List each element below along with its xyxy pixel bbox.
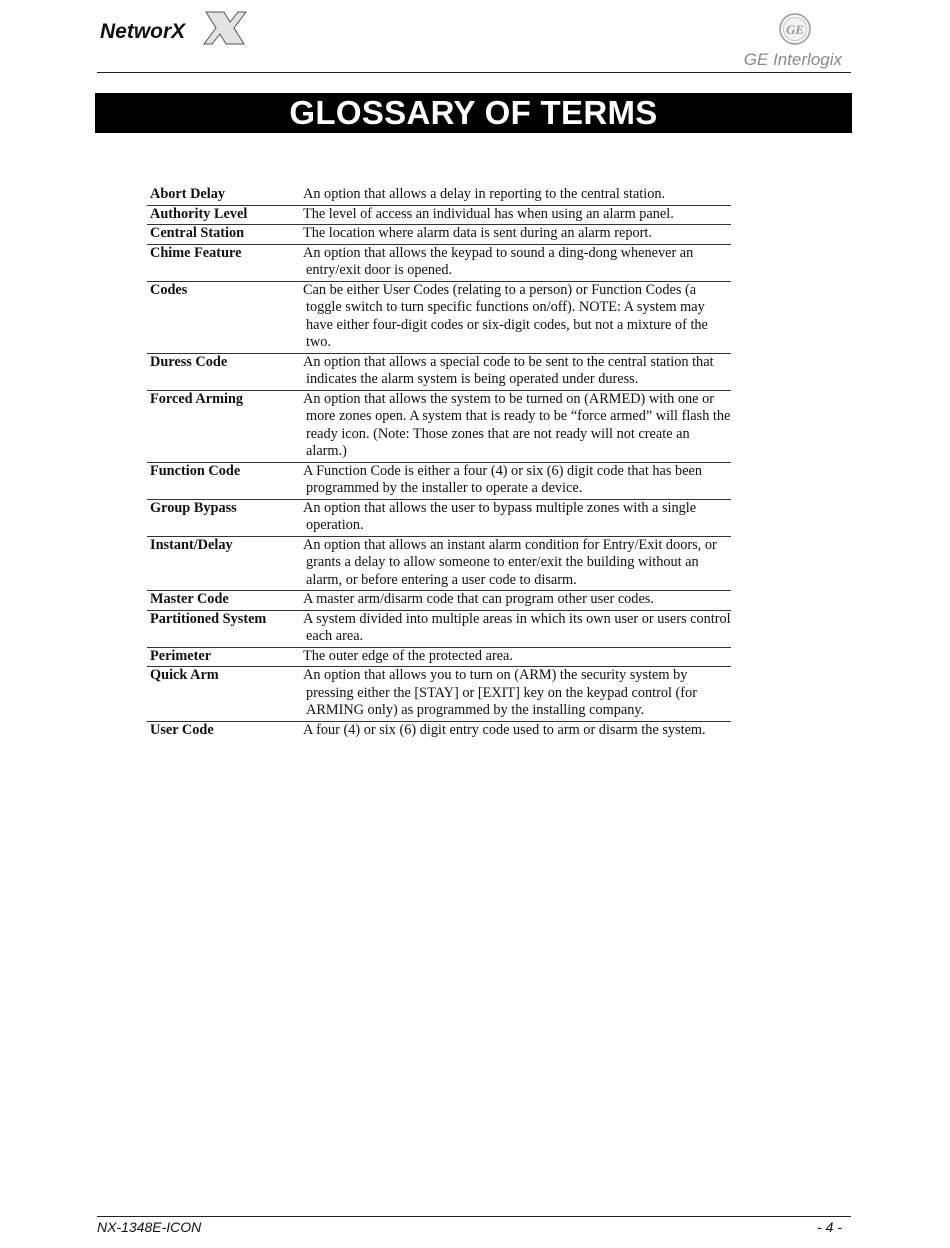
glossary-definition-cell [300,390,731,462]
glossary-definition: An option that allows a delay in reporting to the central station. [303,186,666,202]
glossary-definition-cell [300,186,731,205]
glossary-table [147,186,731,740]
glossary-term: Master Code [147,591,300,611]
glossary-row [147,353,731,390]
glossary-definition: An option that allows a special code to be sent to the central station that indicates the alarm system is being operated under duress. [303,353,714,387]
glossary-definition-cell [300,499,731,536]
glossary-term: Perimeter [147,647,300,667]
glossary-row [147,499,731,536]
glossary-row [147,721,731,740]
glossary-definition-cell [300,462,731,499]
glossary-term: Abort Delay [150,186,226,202]
glossary-row [147,591,731,611]
ge-interlogix-brand [722,12,842,72]
glossary-definition-cell [300,610,731,647]
glossary-row [147,610,731,647]
glossary-definition-cell [300,721,731,740]
glossary-term: Codes [147,281,300,353]
glossary-definition-cell [300,667,731,722]
glossary-row [147,667,731,722]
glossary-definition-cell [300,647,731,667]
glossary-term: User Code [147,721,300,740]
glossary-definition: An option that allows an instant alarm condition for Entry/Exit doors, or grants a delay to allow someone to enter/exit the building without an alarm, or before entering a user code to disarm. [303,536,717,588]
glossary-definition: The level of access an individual has when using an alarm panel. [303,205,674,222]
glossary-definition: An option that allows the system to be turned on (ARMED) with one or more zones open. A system that is ready to be “force armed” will flash the ready icon. (Note: Those zones that are not ready will not create an alarm.) [303,390,731,459]
glossary-row [147,462,731,499]
footer-divider [97,1216,851,1217]
glossary-definition-cell [300,205,731,225]
glossary-definition: An option that allows the keypad to sound a ding-dong whenever an entry/exit door is opened. [303,244,694,278]
glossary-definition: An option that allows the user to bypass multiple zones with a single operation. [303,499,697,533]
header-divider [97,72,851,73]
glossary-term: Quick Arm [147,667,300,722]
glossary-definition: A Function Code is either a four (4) or six (6) digit code that has been programmed by the installer to operate a device. [303,462,703,496]
glossary-term: Authority Level [147,205,300,225]
glossary-term: Function Code [147,462,300,499]
page-title: GLOSSARY OF TERMS [95,93,852,133]
glossary-definition-cell [300,536,731,591]
glossary-definition-cell [300,353,731,390]
glossary-definition: A master arm/disarm code that can program other user codes. [303,591,654,607]
logo-wordmark: NetworX [100,20,186,43]
glossary-term: Instant/Delay [147,536,300,591]
glossary-row [147,281,731,353]
glossary-term: Partitioned System [147,610,300,647]
ge-monogram-icon [778,12,812,46]
glossary-definition: The outer edge of the protected area. [303,647,513,664]
glossary-body [147,186,731,740]
glossary-definition: A four (4) or six (6) digit entry code used to arm or disarm the system. [303,721,706,738]
glossary-row [147,186,731,205]
glossary-definition-cell [300,225,731,245]
glossary-definition: Can be either User Codes (relating to a person) or Function Codes (a toggle switch to turn specific functions on/off). NOTE: A system may have either four-digit codes or six-digit codes, but not a mixture of the two. [303,281,708,350]
glossary-row [147,225,731,245]
glossary-definition-cell [300,244,731,281]
glossary-definition-cell [300,591,731,611]
glossary-term: Group Bypass [147,499,300,536]
glossary-term: Central Station [147,225,300,245]
glossary-definition: The location where alarm data is sent during an alarm report. [303,225,652,241]
glossary-term: Forced Arming [147,390,300,462]
glossary-row [147,390,731,462]
glossary-definition: An option that allows you to turn on (ARM) the security system by pressing either the [STAY] or [EXIT] key on the keypad control (for ARMING only) as programmed by the installing company. [303,667,697,718]
glossary-row [147,244,731,281]
document-id: NX-1348E-ICON [97,1219,202,1235]
glossary-term: Chime Feature [147,244,300,281]
networx-logo-graphic [98,8,248,48]
glossary-row [147,647,731,667]
brand-name: GE Interlogix [743,50,842,69]
glossary-definition: A system divided into multiple areas in which its own user or users control each area. [303,610,731,644]
glossary-row [147,536,731,591]
ge-monogram-text: GE [785,22,805,37]
glossary-definition-cell [300,281,731,353]
glossary-term: Duress Code [147,353,300,390]
page-number: - 4 - [817,1219,842,1235]
networx-logo [98,8,248,48]
glossary-row [147,205,731,225]
